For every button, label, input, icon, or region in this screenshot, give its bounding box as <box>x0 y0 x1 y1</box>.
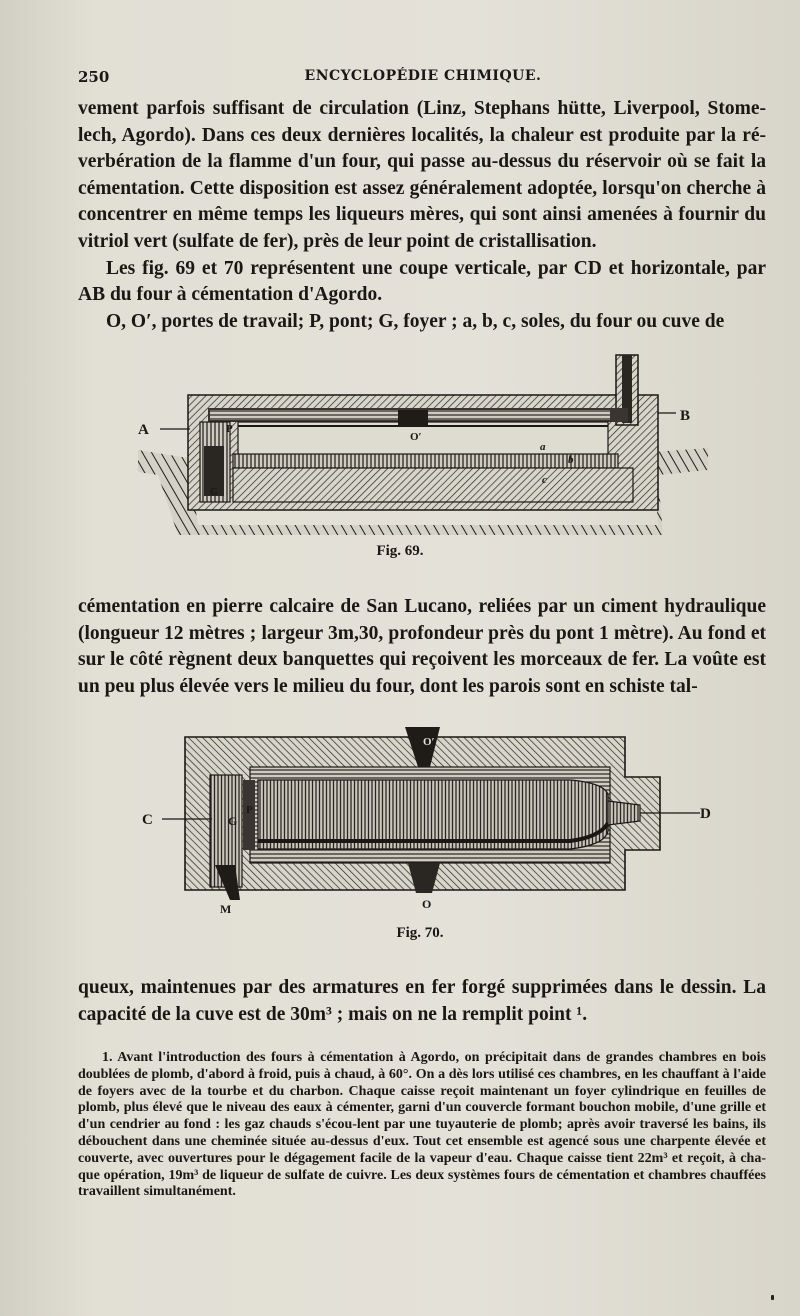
opening-text <box>78 96 766 335</box>
fig69-label-b: b <box>568 454 574 466</box>
fig70-label-G: G <box>228 814 238 828</box>
fig70-label-C: C <box>142 812 153 828</box>
page-header <box>78 68 768 90</box>
fig69-label-c: c <box>542 474 547 486</box>
fig69-label-P: P <box>226 423 233 435</box>
paragraph-3: O, O′, portes de travail; P, pont; G, foyer ; a, b, c, soles, du four ou cuve de <box>106 310 725 332</box>
paragraph-2: Les fig. 69 et 70 représentent une coupe verticale, par CD et horizontale, par AB du four à cémentation d'Agordo. <box>78 257 766 306</box>
figure-69-caption: Fig. 69. <box>376 543 424 559</box>
figure-69-drawing <box>138 350 708 535</box>
running-title: ENCYCLOPÉDIE CHIMIQUE. <box>304 68 542 84</box>
fig70-label-O-prime: O′ <box>423 736 435 748</box>
fig69-label-B: B <box>680 408 691 424</box>
paragraph-1: vement parfois suffisant de circulation (Linz, Stephans hütte, Liverpool, Stome-lech, Agordo). Dans ces deux dernières localités, la chaleur est produite par la ré-verbération de la flamme d'un four, qui passe au-dessus du réservoir où se fait la cémentation. Cette disposition est assez généralement adoptée, lorsqu'on cherche à concentrer en même temps les liqueurs mères, qui sont ainsi amenées à fournir du vitriol vert (sulfate de fer), près de leur point de cristallisation. <box>78 98 766 252</box>
figure-70-drawing <box>140 725 720 925</box>
fig69-label-O-prime: O′ <box>410 431 422 443</box>
fig70-label-M: M <box>220 902 232 916</box>
footnote-1: 1. Avant l'introduction des fours à cémentation à Agordo, on précipitait dans de grandes chambres en bois doublées de plomb, d'abord à froid, puis à chaud, à 60°. On a dès lors utilisé ces chambres, en les chauffant à l'aide de foyers avec de la tourbe et du charbon. Chaque caisse reçoit maintenant un foyer cylindrique en feuilles de plomb, plus élevé que le niveau des eaux à cémenter, garni d'un couvercle formant bouchon mobile, d'une grille et d'un cendrier au fond : les gaz chauds s'écou-lent par une tuyauterie de plomb; après avoir traversé les bains, ils débouchent dans une cheminée située au-dessus d'eux. Tout cet ensemble est agencé sous une charpente élevée et couverte, avec ouvertures pour le dégagement facile de la vapeur d'eau. Chaque caisse tient 22m³ et reçoit, à cha-que opération, 19m³ de liqueur de sulfate de cuivre. Les deux systèmes fours de cémentation et chambres chauffées travaillent simultanément. <box>78 1050 766 1200</box>
fig69-label-A: A <box>138 422 149 438</box>
footnote <box>78 1050 766 1201</box>
paragraph-4: cémentation en pierre calcaire de San Lucano, reliées par un ciment hydraulique (longueur 12 mètres ; largeur 3m,30, profondeur près du pont 1 mètre). Au fond et sur le côté règnent deux banquettes qui reçoivent les morceaux de fer. La voûte est un peu plus élevée vers le milieu du four, dont les parois sont en schiste tal- <box>78 596 766 697</box>
figure-70-caption: Fig. 70. <box>396 925 444 941</box>
fig69-label-a: a <box>540 441 546 453</box>
fig70-label-O: O <box>422 897 432 911</box>
closing-text <box>78 975 766 1028</box>
fig69-label-G: G <box>210 487 218 498</box>
page-number: 250 <box>78 68 110 86</box>
fig70-label-P: P <box>246 804 253 816</box>
page-speck <box>771 1295 774 1300</box>
fig70-label-D: D <box>700 806 711 822</box>
paragraph-5: queux, maintenues par des armatures en fer forgé supprimées dans le dessin. La capacité de la cuve est de 30m³ ; mais on ne la remplit point ¹. <box>78 977 766 1025</box>
middle-text <box>78 594 766 700</box>
